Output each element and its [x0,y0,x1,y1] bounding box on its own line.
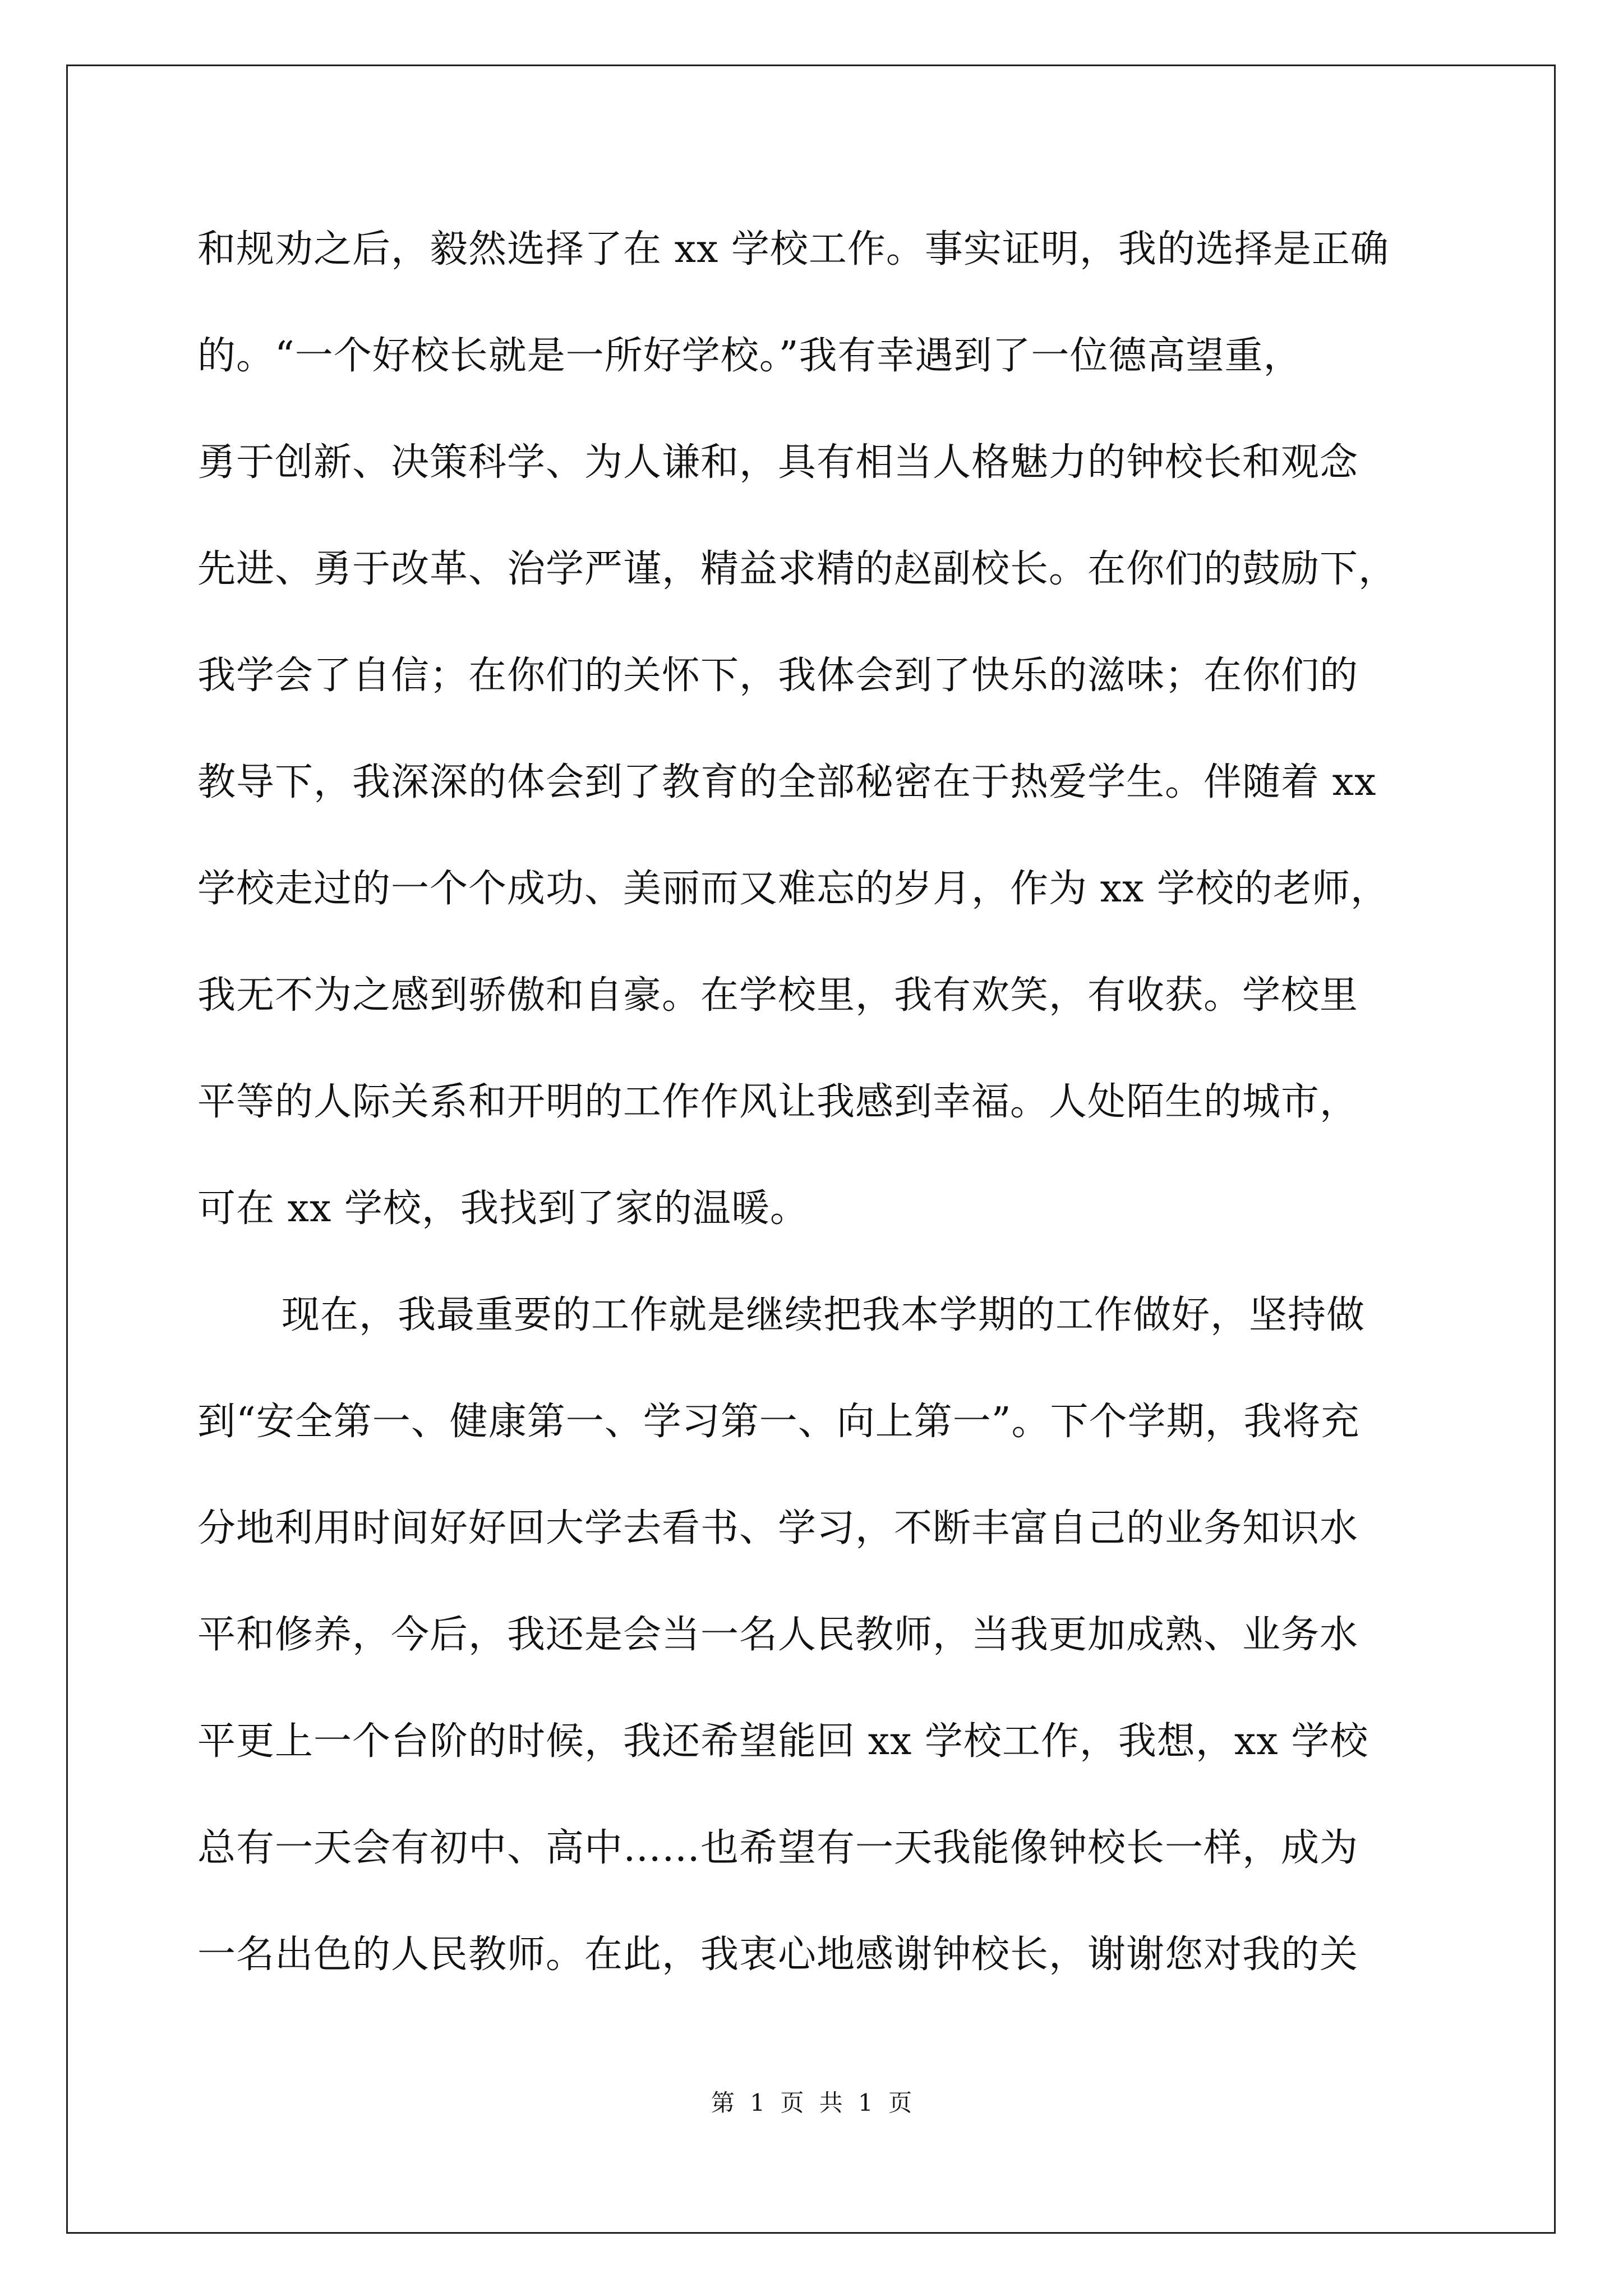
text-line: 我学会了自信；在你们的关怀下，我体会到了快乐的滋味；在你们的 [197,654,1359,698]
text-line: 一名出色的人民教师。在此，我衷心地感谢钟校长，谢谢您对我的关 [197,1932,1359,1977]
text-line: 平等的人际关系和开明的工作作风让我感到幸福。人处陌生的城市， [197,1080,1359,1124]
text-line: 到“安全第一、健康第一、学习第一、向上第一”。下个学期，我将充 [197,1400,1360,1444]
text-line: 的。“一个好校长就是一所好学校。”我有幸遇到了一位德高望重， [197,334,1302,378]
text-line: 总有一天会有初中、高中……也希望有一天我能像钟校长一样，成为 [197,1826,1359,1870]
text-line: 可在 xx 学校，我找到了家的温暖。 [197,1186,809,1231]
text-line: 勇于创新、决策科学、为人谦和，具有相当人格魅力的钟校长和观念 [197,440,1359,485]
text-line: 先进、勇于改革、治学严谨，精益求精的赵副校长。在你们的鼓励下， [197,547,1398,591]
text-line: 和规劝之后，毅然选择了在 xx 学校工作。事实证明，我的选择是正确 [197,227,1389,272]
text-line: 分地利用时间好好回大学去看书、学习，不断丰富自己的业务知识水 [197,1506,1359,1550]
text-line: 平更上一个台阶的时候，我还希望能回 xx 学校工作，我想，xx 学校 [197,1719,1369,1764]
text-line: 平和修养，今后，我还是会当一名人民教师，当我更加成熟、业务水 [197,1613,1359,1657]
paragraph-first-line: 现在，我最重要的工作就是继续把我本学期的工作做好，坚持做 [282,1293,1366,1337]
text-line: 学校走过的一个个成功、美丽而又难忘的岁月，作为 xx 学校的老师， [197,867,1389,911]
page-footer: 第 1 页 共 1 页 [711,2089,912,2116]
document-body [197,219,1431,2031]
text-line: 教导下，我深深的体会到了教育的全部秘密在于热爱学生。伴随着 xx [197,760,1377,804]
text-line: 我无不为之感到骄傲和自豪。在学校里，我有欢笑，有收获。学校里 [197,973,1359,1018]
